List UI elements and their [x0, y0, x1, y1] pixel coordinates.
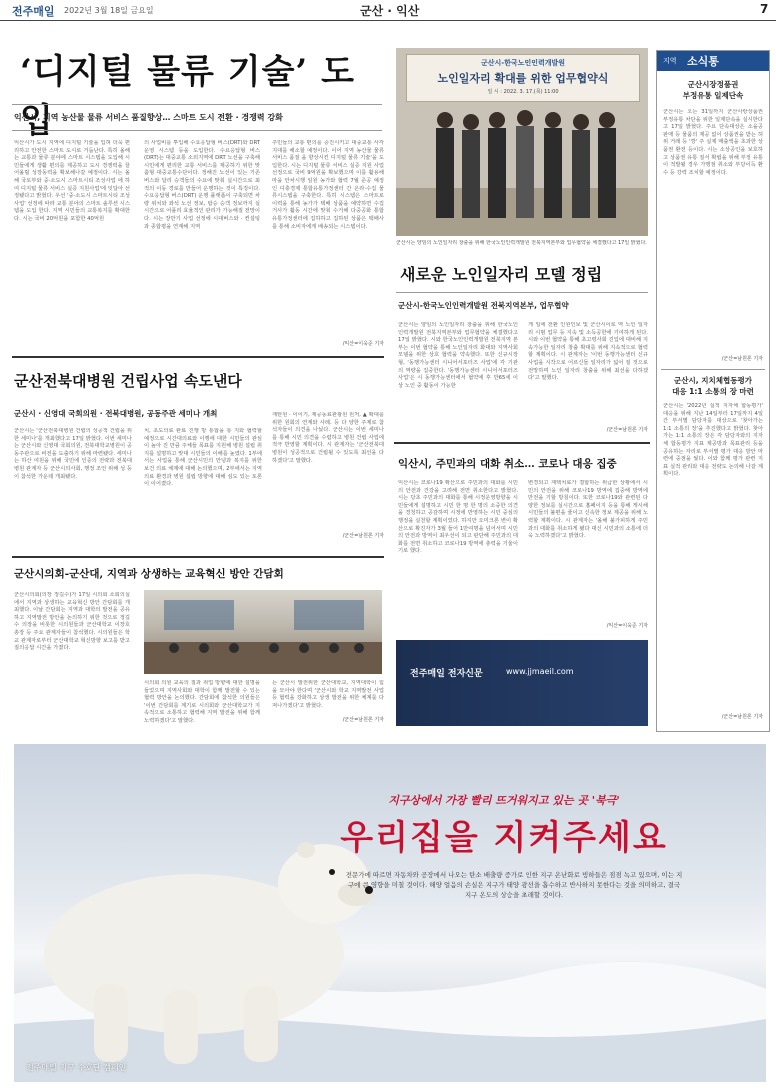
sidebar-header — [657, 51, 769, 71]
divider — [394, 442, 650, 444]
divider — [12, 556, 384, 558]
climate-ad[interactable] — [14, 744, 766, 1082]
subheadline: 군산시-한국노인인력개발원 전북지역본부, 업무협약 — [398, 301, 569, 310]
mou-ceremony-photo — [396, 48, 648, 236]
article-body: 군산시는 양임의 노인일자리 창출을 위해 한국노인인력개발원 전북지역본부와 업무협약을 체결했다고 17일 밝혔다. 시와 한국노인인력개발원 전북지역 본부는 이번 협약을 통해 노인일자리 화대와 지역사회 모델을 위한 상호 협력을 약속했다. 또한 신규시장형, '동행가능센터 시니어서포터즈 사업'에 각 기관의 역량을 집중한다. '동행가능센터 시니어서포터즈 사업'은 시 동행가능센터에서 협약에 후 만65세 이상 노인 중 활동이 가능한 — [398, 322, 518, 389]
byline: /군산=남원론 기자 — [342, 533, 384, 539]
article-body: 익산시는 코로나19 확산으로 주민과의 대화를 시민의 안전과 건강을 고려해 전면 취소한다고 밝혔다. 시는 당초 주민과의 대화를 통해 시정운영방향을 시민들에게 설명하고 시민 한 명 한 명의 소중한 의견을 경청하고 공감하며 시정에 반영하는 시민 중심의 행정을 실천할 계획이었다. 하지만 오미크론 변이 확산으로 확진자가 3월 들어 1만여명을 넘어서며 시민의 안전과 방역이 최우선이 되고 판단해 주민과의 대화를 전면 취소하고 코로나19 방역에 총력을 기울이기로 했다. — [398, 480, 518, 555]
article-body: 익산시가 도시 지역에 디지털 기술을 입혀 더욱 편리하고 안전한 스마트 도시로 거듭난다. 특히 올해는 교통과 물류 분야에 스마트 시스템을 도입해 시민들에게 생활 편의를 제공하고 도시 경쟁력을 끌어올릴 성장동력을 확보해나갈 예정이다. 시는 올해 국토부와 중·소도시 스마트시티 조성사업 에 하여 디지털 물류 서비스 실증 지원사업'에 잇달아 선정됐다고 밝혔다. 우선 '중·소도시 스마트시티 조성사업' 선정에 따라 교통 분야의 스마트 솔루션 시스템을 도입 한다. 지역 시민들의 교통복지를 확대한다. 시는 국비 20억원을 포함한 40억원 — [14, 140, 130, 222]
byline: /군산=남원론 기자 — [721, 714, 763, 720]
byline: /군산=남원론 기자 — [606, 427, 648, 433]
newspaper-logo: 전주매일 — [12, 5, 55, 18]
e-paper-banner[interactable] — [396, 640, 648, 726]
article-body: 시의회 의원 교육의 질과 취업 방향에 대한 설명을 들었으며 지역사회와 대학이 함께 발전할 수 있는 협력 방안을 논의했다. 간담회에 참석한 의원들은 '이번 간담회를 계기로 시의회와 군산대학교가 지속적으로 소통하고 협력해 지역 발전을 위해 함께 노력하겠다'고 말했다. — [144, 680, 260, 724]
divider — [661, 369, 765, 370]
article-body: 주민들의 교통 편의를 증진시키고 대중교통 사각지대를 해소할 예정이다. 이어 지역 농산물 물류 서비스 품질 을 향상시킨 디지털 물류 기술'을 도입한다. 시는 디지털 물류 서비스 실증 지원 사업 선정으로 국비 9억원을 확보했으며 이를 활용해 마을 안차시행 임원 농가와 협력 7월 준공 예정인 디충경제 통합유통가정센터 간 온라·수집 물류시스템을 구축한다. 특히 시스템은 스마트로 이력을 통해 농가가 택배 상품을 예약하면 수집 거사가 활동 시간에 맞춰 수거해 다중공화 통합유통가정센터에 집하하고 집하된 상품은 택배사를 통해 소비자에게 배송되는 시스템이다. — [272, 140, 384, 230]
brief-body: 군산시는 오는 31일까지 군산사랑상품권 부정유통 차단을 위한 일제단속을 실시한다고 17일 밝혔다. 주요 단속대상은 소을공 판매 등 물품의 제공 없이 상품권을 받는 허위 거래 등 '깡' 주 실제 매출액을 초과한 상품권 환전 등이다. 시는 소상공인을 보호하고 상품권 유통 질서 확립을 위해 부정 유통이 적발될 경우 가맹점 취소와 부당이득 환수 등 강력 조치할 예정이다. — [663, 109, 763, 176]
article-body: 치, 초도의료 완료 진행 방 통합을 통 지와 협력할 예정으로 시간대의료와 이행에 대한 시민들의 관심이 높아 진 만큼 주체들 목표를 지원해 병원 설립 취지를 설명하고 맞대 시민들의 이해를 높였다. 1부에서는 사업을 통해 군산시민의 안녕과 복지를 위한 보건 의료 체계에 대해 논의했으며, 2부에서는 지역 의료 환경과 병원 설립 방향에 대해 심도 있는 토론이 이어졌다. — [144, 428, 262, 488]
divider — [12, 104, 382, 105]
meeting-room-illustration — [144, 590, 382, 674]
article-body: 군산시의회(의장 정길수)가 17일 시의회 소회의실에서 지역과 상생하는 교육혁신 방안 간담회를 개최했다. 이날 간담회는 지역과 대학의 발전을 공유하고 지역발전 방안을 논의하기 위한 것으로 정길수 의장을 비롯한 시의원들과 군산대학교 이장호 총장 등 주요 관계자들이 참석했다. 시의원들은 학교 관계자로부터 군산대학교 혁신방향 보고를 받고 질의응답 시간을 가졌다. — [14, 592, 130, 652]
subheadline: 익산시, 지역 농산물 물류 서비스 품질향상… 스마트 도시 전환 · 경쟁력 강화 — [14, 113, 283, 122]
byline: /군산=남원론 기자 — [342, 717, 384, 723]
ad-headline: 우리집을 지켜주세요 — [340, 818, 668, 858]
article-body: 재탄원 · 이이기, 제공동료관광원 원처, ▲ 확대를 위한 원회의 연계와 사례. 등 다 양한 주제로 참석자들이 의견을 나눴다. 군산시는 이번 세미나를 통해 시민 의견을 수렴하고 병원 건립 사업에 적극 반영할 계획이다. 시 관계자는 '군산전북대병원이 성공적으로 건립될 수 있도록 최선을 다하겠다'고 말했다. — [272, 412, 384, 464]
photo-caption: 군산시는 양임의 노인일자리 창출을 위해 한국노인인력개발원 전북지역본부와 업무협약을 체결했다고 17일 밝혔다. — [396, 240, 647, 246]
article-body: 변경되고 재택치료가 결합하는 위급한 상황에서 시민의 안전을 위해 코로나19 방역에 집중해 방역에 만전을 기할 방침이다. 또한 코로나19와 관련된 다양한 정보를 실시간으로 홈페이지 등을 통해 게시해 시민들의 불편을 줄이고 신속한 정보 제공을 위해 노력할 계획이다. 시 관계자는 '올해 불가피하게 주민과의 대화를 취소하게 됐다 대신 시민과의 소통에 더욱 노력하겠다'고 밝혔다. — [528, 480, 648, 540]
byline: /군산=남원론 기자 — [721, 356, 763, 362]
divider — [396, 292, 648, 293]
sidebar-title: 소식통 — [687, 55, 719, 68]
page-header — [0, 0, 776, 21]
headline-hospital: 군산전북대병원 건립사업 속도낸다 — [14, 372, 242, 390]
headline-senior-jobs: 새로운 노인일자리 모델 정립 — [400, 265, 603, 284]
subheadline: 군산시 · 신영대 국회의원 · 전북대병원, 공동주관 세미나 개최 — [14, 409, 218, 418]
council-meeting-photo — [144, 590, 382, 674]
headline-town-hall-cancel: 익산시, 주민과의 대화 취소… 코로나 대응 집중 — [398, 458, 617, 470]
divider — [12, 356, 384, 358]
article-body: 군산시는 '군산전북대병원 건립의 성공적 건립을 위한 세미나'를 개최했다고 17일 밝혔다. 이번 세미나는 군산시와 신영대 국회의원, 전북대학교병원이 공동주관으로 비전을 도출하기 위해 마련됐다. 세미나는 하산 여원을 위해 국민에 인증의 전략과 전북대병원 관계자 등 군산시의사회, 행정 조언 위해 성 등이 참석한 가운데 개최됐다. — [14, 428, 132, 480]
byline: /익산=이욱준 기자 — [606, 623, 648, 629]
headline-council-university: 군산시의회-군산대, 지역과 상생하는 교육혁신 방안 간담회 — [14, 568, 284, 580]
section-name: 군산 · 익산 — [360, 4, 420, 18]
banner-title: 노인일자리 확대를 위한 업무협약식 — [437, 72, 609, 85]
brief-headline: 군산시, 지치체협동평가 대응 1:1 소통의 장 마련 — [672, 376, 754, 396]
news-sidebar — [656, 50, 770, 732]
article-body: 는 군산시 발전위한 군산대학교, 지역대학이 힘을 모아야 한다며 '군산시와 학교 지역발전 사업 등 협력을 강화하고 상생 발전을 위한 체계를 다져나가겠다'고 밝혔다. — [272, 680, 384, 709]
event-banner — [406, 54, 640, 102]
sidebar-label: 지역 — [663, 57, 677, 65]
brief-body: 군산시는 '2022년 실적 지자체 합동평가' 대응을 위해 지난 14일부터 17일까지 4일간 부서별 담당자를 대상으로 '찾아가는 1:1 소통의 장'을 추진했다고 밝혔다. 찾아가는 1:1 소통의 장은 각 담당자와의 지자체 합동평가 지표 제공방과 목표관리 등을 공유하는 자리로 부서별 평가 대응 방안 마련에 중점을 뒀다. 이와 함께 평가 관련 지표 실적 관리와 대응 전략도 논의해 나갈 계획이다. — [663, 403, 763, 478]
ad-body: 전문가에 따르면 자동차와 공장에서 나오는 탄소 배출량 증가로 인한 지구 온난화로 빙하들은 점점 녹고 있으며, 이는 지구에 큰 영향을 미칠 것이다. 해양 얼음의 손실은 지구가 태양 광선을 흡수하고 반사하지 못한다는 것을 의미하고, 결국 지구 온도의 상승을 초래할 것이다. — [345, 871, 683, 899]
banner-date: 일 시 : 2022. 3. 17.(목) 11:00 — [487, 89, 559, 95]
ad-credit: 전주매일 지구 수호단 캠페인 — [26, 1063, 127, 1072]
banner-org: 군산시-한국노인인력개발원 — [480, 59, 566, 67]
page-number: 7 — [760, 2, 769, 16]
banner-url[interactable]: www.jjmaeil.com — [506, 667, 574, 676]
divider — [12, 130, 382, 131]
attendees-illustration — [396, 108, 648, 236]
article-body: 의 사업비를 투입해 수요응답형 버스(DRT)와 DRT 운영 시스템 등을 도입한다. 수요응답형 버스(DRT)는 대중교통 소외지역에 DRT 노선을 구축해 시민에게 편리한 교통 서비스를 제공하기 위한 맞춤형 대중교통수단이다. 정해진 노선이 있는 기존 버스와 달리 승객들의 수요에 맞춰 실시간으로 최적의 이동 경로를 만들어 운행하는 것이 특징이다. 수요응답형 버스(DRT) 운행 플랫폼이 구축되면 차량 위치와 좌석 노선 정보, 탑승 승객 정보까지 실시간으로 어플리 효율적인 관리가 가능해질 전망이다. 시는 장만기 사업 선정에 시대버스와 · 컨설팅과 종합평을 연계해 지역 — [144, 140, 260, 230]
byline: /익산=이욱준 기자 — [342, 341, 384, 347]
article-body: 게 일에 전환 인원인보 및 군산시이로 역 노인 일자리 시범 업무 등 지속 및 소득공한에 기여하게 된다. 시와 이번 협약을 통해 초고령사회 진입에 대비해 지속가능한 일자리 창출 확대를 위해 지속적으로 협력할 계획이다. 시 관계자는 '이번 동행가능센터 신규사업을 시작으로 어르신들 일자리가 넓어 질 것으로 전망하며 노인 일자리 창출을 위해 최선을 다하겠다'고 말했다. — [528, 322, 648, 382]
headline-digital-logistics: ‘디지털 물류 기술’ 도입 — [20, 52, 355, 141]
banner-paper-name: 전주매일 전자신문 — [410, 669, 483, 679]
ad-tagline: 지구상에서 가장 빨리 뜨거워지고 있는 곳 '북극' — [388, 794, 620, 807]
brief-headline: 군산시장정품권 부정유통 일제단속 — [682, 80, 744, 100]
issue-date: 2022년 3월 18일 금요일 — [64, 6, 154, 15]
